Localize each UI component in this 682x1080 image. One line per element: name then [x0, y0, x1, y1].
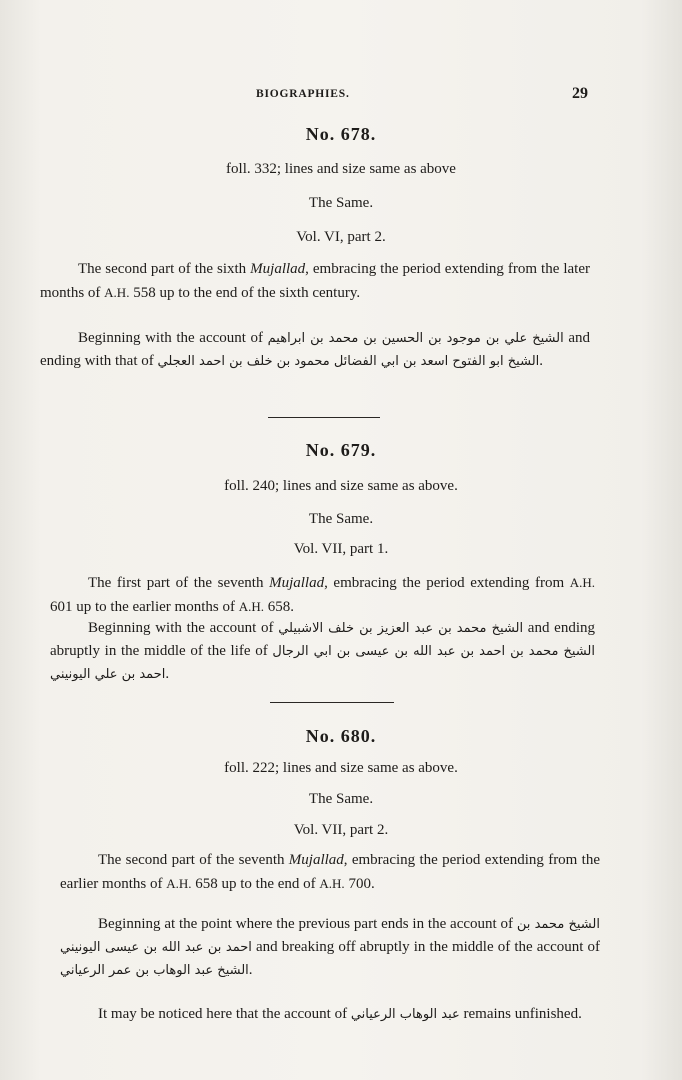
running-title: BIOGRAPHIES.: [256, 88, 350, 100]
entry-679-vol: Vol. VII, part 1.: [293, 541, 389, 557]
page-number: 29: [572, 85, 588, 102]
entry-678-vol: Vol. VI, part 2.: [296, 229, 386, 245]
entry-679-title: The Same.: [308, 511, 374, 527]
entry-680-note: It may be noticed here that the account of عبد الوهاب الرعياني remains unfinished.: [98, 1006, 582, 1022]
page-header: [256, 86, 588, 106]
section-divider: [270, 702, 394, 703]
arabic-name: الشيخ محمد بن احمد بن عبد الله بن عيسى بن ابي الرجال احمد بن علي اليونيني: [50, 644, 595, 682]
entry-679-beginning: Beginning with the account of الشيخ محمد بن عبد العزيز بن خلف الاشبيلي and ending abruptly in the middle of the life of الشيخ محمد بن احمد بن عبد الله بن عيسى بن ابي الرجال احمد بن علي اليونيني.: [50, 620, 595, 682]
entry-680-beginning: Beginning at the point where the previous part ends in the account of الشيخ محمد بن احمد بن عبد الله بن عيسى اليونيني and breaking off abruptly in the middle of the account of الشيخ عبد الوهاب بن عمر الرعياني.: [60, 916, 600, 978]
entry-680-foll: foll. 222; lines and size same as above.: [224, 760, 458, 776]
entry-678-number: No. 678.: [305, 124, 377, 144]
arabic-name: الشيخ عبد الوهاب بن عمر الرعياني: [60, 963, 249, 978]
entry-678-foll: foll. 332; lines and size same as above: [226, 161, 456, 177]
entry-678-description: The second part of the sixth Mujallad, embracing the period extending from the later months of A.H. 558 up to the end of the sixth century.: [40, 261, 590, 301]
arabic-name: الشيخ ابو الفتوح اسعد بن ابي الفضائل محمود بن خلف بن احمد العجلي: [157, 354, 540, 369]
entry-680-title: The Same.: [308, 791, 374, 807]
entry-678-beginning: Beginning with the account of الشيخ علي بن موجود بن الحسين بن محمد بن ابراهيم and ending with that of الشيخ ابو الفتوح اسعد بن ابي الفضائل محمود بن خلف بن احمد العجلي.: [40, 330, 590, 369]
arabic-name: الشيخ محمد بن عبد العزيز بن خلف الاشبيلي: [278, 621, 524, 636]
entry-680-vol: Vol. VII, part 2.: [293, 822, 389, 838]
entry-679-number: No. 679.: [305, 440, 377, 460]
entry-679-description: The first part of the seventh Mujallad, embracing the period extending from A.H. 601 up to the earlier months of A.H. 658.: [50, 575, 595, 615]
arabic-name: الشيخ علي بن موجود بن الحسين بن محمد بن ابراهيم: [267, 331, 564, 346]
entry-680-number: No. 680.: [305, 726, 377, 746]
entry-680-description: The second part of the seventh Mujallad, embracing the period extending from the earlier months of A.H. 658 up to the end of A.H. 700.: [60, 852, 600, 892]
arabic-name: عبد الوهاب الرعياني: [350, 1007, 460, 1022]
entry-678-title: The Same.: [308, 195, 374, 211]
section-divider: [268, 417, 380, 418]
entry-679-foll: foll. 240; lines and size same as above.: [224, 478, 458, 494]
arabic-name: الشيخ محمد بن احمد بن عبد الله بن عيسى اليونيني: [60, 917, 600, 955]
